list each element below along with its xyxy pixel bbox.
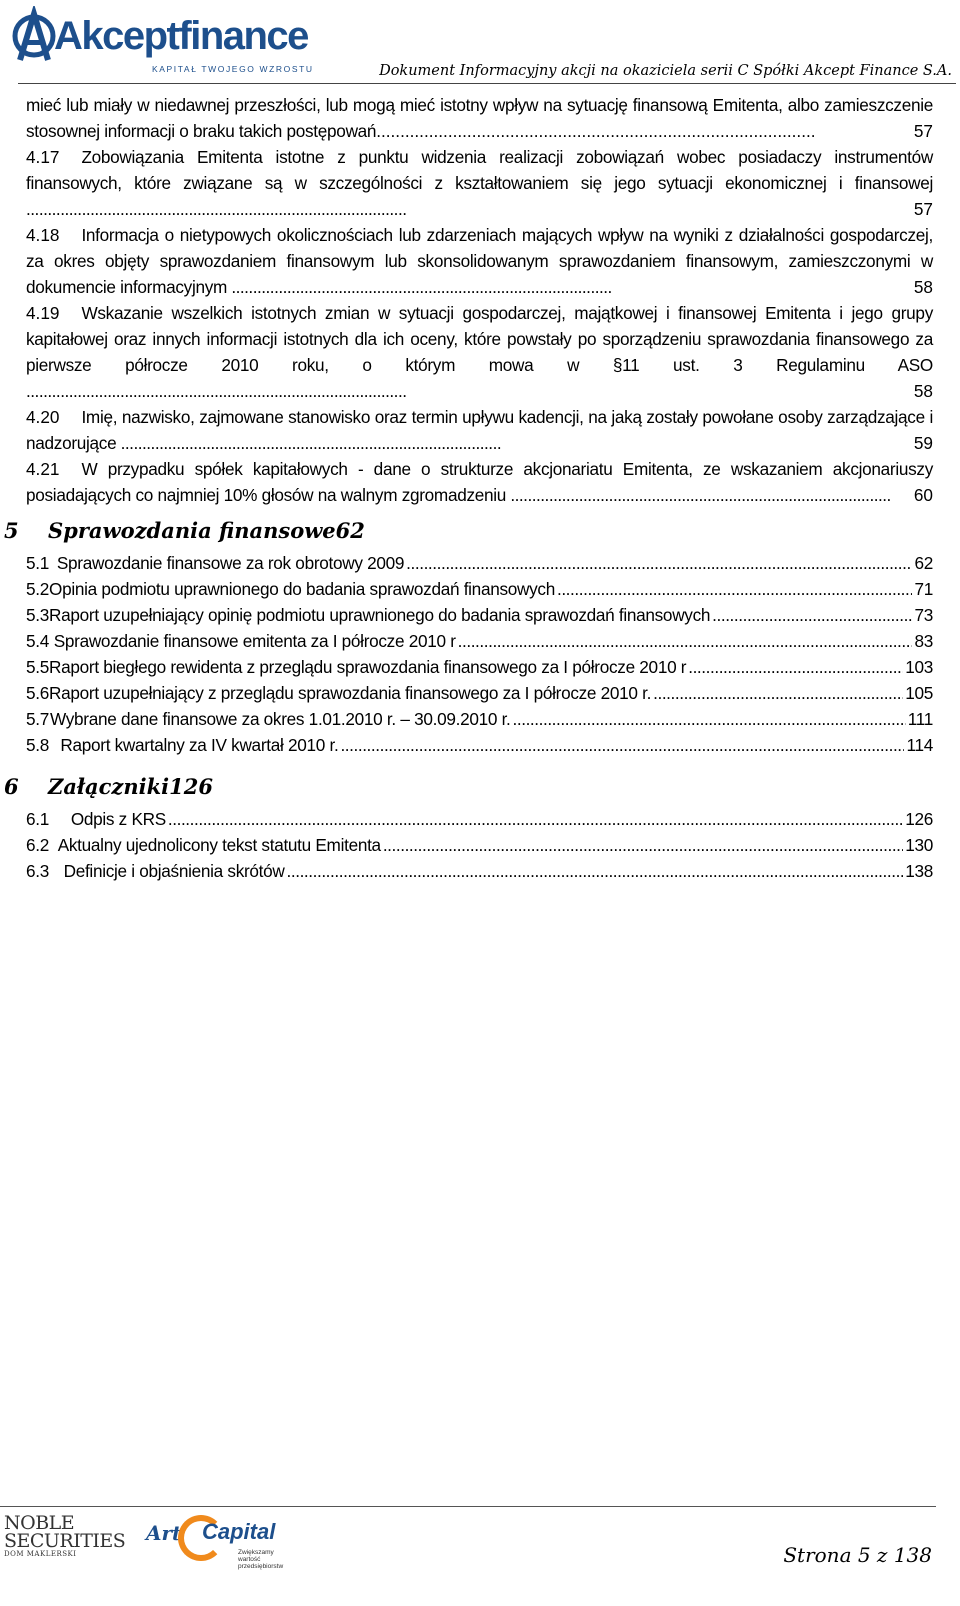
toc-entry-text: Odpis z KRS	[70, 809, 166, 829]
toc-entry-text: W przypadku spółek kapitałowych - dane o strukturze akcjonariatu Emitenta, ze wskazaniem akcjonariuszy posiadających co najmniej 10% głosów na walnym zgromadzeniu	[26, 459, 933, 505]
toc-page-number: 111	[907, 709, 933, 729]
toc-entry-number: 4.21	[26, 459, 60, 479]
toc-page-number: 105	[905, 683, 933, 703]
toc-page-number: 58	[913, 381, 933, 401]
toc-page-number: 59	[913, 433, 933, 453]
toc-entry[interactable]	[26, 706, 933, 732]
toc-leader: ............................................................................................	[376, 121, 816, 141]
toc-entry[interactable]	[26, 456, 933, 508]
toc-entry-number: 4.18	[26, 225, 60, 245]
toc-entry-number: 5.4	[26, 631, 49, 651]
capital-text: Capital	[202, 1519, 276, 1544]
logo-a-icon	[12, 6, 56, 66]
noble-line-2: SECURITIES	[4, 1530, 126, 1552]
toc-entry-text: Definicje i objaśnienia skrótów	[63, 861, 285, 881]
toc-leader: .........................................................................................	[506, 485, 891, 505]
section-number: 5	[4, 518, 19, 543]
toc-entry[interactable]	[26, 680, 933, 706]
toc-entry-text: Informacja o nietypowych okolicznościach lub zdarzeniach mających wpływ na wyniki z działalności gospodarczej, za okres objęty sprawozdaniem finansowym lub skonsolidowanym sprawozdaniem finansowym, zamieszczonymi w dokumencie informacyjnym	[26, 225, 933, 297]
noble-securities-logo	[4, 1514, 125, 1559]
toc-entry-number: 5.6	[26, 683, 49, 703]
toc-leader	[406, 550, 912, 576]
toc-page-number: 57	[913, 199, 933, 219]
footer-divider	[0, 1506, 936, 1507]
toc-leader	[340, 732, 904, 758]
toc-leader	[688, 654, 903, 680]
toc-page-number: 103	[905, 657, 933, 677]
logo-tagline: KAPITAŁ TWOJEGO WZROSTU	[152, 64, 314, 74]
toc-leader	[458, 628, 913, 654]
toc-entry-number: 4.19	[26, 303, 60, 323]
toc-entry-number: 6.1	[26, 809, 49, 829]
toc-leader	[712, 602, 912, 628]
toc-leader: .........................................................................................	[26, 381, 407, 401]
toc-entry[interactable]	[26, 144, 933, 222]
toc-page-number: 60	[913, 485, 933, 505]
toc-page-number: 62	[914, 553, 933, 573]
toc-entry-number: 5.7	[26, 709, 49, 729]
table-of-contents	[4, 92, 933, 884]
capital-tagline: Zwiększamy wartość przedsiębiorstw	[238, 1549, 284, 1570]
toc-entry[interactable]	[26, 732, 933, 758]
toc-page-number: 138	[905, 861, 933, 881]
toc-entry-text: Raport kwartalny za IV kwartał 2010 r.	[60, 735, 339, 755]
toc-entry[interactable]	[26, 602, 933, 628]
toc-leader: .........................................................................................	[26, 199, 407, 219]
toc-entry-number: 6.2	[26, 835, 49, 855]
toc-continuation[interactable]	[26, 92, 933, 144]
document-title: Dokument Informacyjny akcji na okaziciela serii C Spółki Akcept Finance S.A.	[379, 63, 952, 79]
toc-entry[interactable]	[26, 550, 933, 576]
toc-section-5[interactable]	[4, 516, 933, 546]
toc-page-number: 71	[914, 579, 933, 599]
toc-section-5-items	[26, 550, 933, 758]
toc-leader	[557, 576, 912, 602]
toc-entry[interactable]	[26, 576, 933, 602]
section-number: 6	[4, 774, 19, 799]
toc-page-number: 83	[914, 631, 933, 651]
section-title: Sprawozdania finansowe	[48, 518, 336, 543]
toc-page-number: 58	[913, 277, 933, 297]
toc-page-number: 126	[905, 809, 933, 829]
toc-entry-number: 5.1	[26, 553, 49, 573]
toc-entry-number: 5.2	[26, 579, 49, 599]
noble-subtitle: DOM MAKLERSKI	[4, 1550, 77, 1558]
toc-entry[interactable]	[26, 806, 933, 832]
toc-entry-number: 4.17	[26, 147, 60, 167]
toc-entry[interactable]	[26, 654, 933, 680]
toc-leader: .........................................................................................	[227, 277, 612, 297]
toc-entry[interactable]	[26, 628, 933, 654]
toc-entry-text: Opinia podmiotu uprawnionego do badania sprawozdań finansowych	[49, 579, 555, 599]
toc-page-number: 57	[913, 121, 933, 141]
toc-entry-text: Imię, nazwisko, zajmowane stanowisko oraz termin upływu kadencji, na jaką zostały powołane osoby zarządzające i nadzorujące	[26, 407, 933, 453]
toc-entry-number: 6.3	[26, 861, 49, 881]
toc-page-number: 114	[906, 735, 933, 755]
toc-entry[interactable]	[26, 222, 933, 300]
header-divider	[18, 83, 956, 84]
toc-entry[interactable]	[26, 300, 933, 404]
toc-leader	[653, 680, 903, 706]
page-number: Strona 5 z 138	[783, 1543, 932, 1567]
toc-entry-text: Sprawozdanie finansowe za rok obrotowy 2009	[56, 553, 405, 573]
toc-entry-text: Sprawozdanie finansowe emitenta za I półrocze 2010 r	[53, 631, 456, 651]
toc-section-6[interactable]	[4, 772, 933, 802]
logo-wordmark: Akceptfinance	[54, 14, 308, 58]
toc-entry-text: Zobowiązania Emitenta istotne z punktu widzenia realizacji zobowiązań wobec posiadaczy instrumentów finansowych, które związane są w szczególności z kształtowaniem się jego sytuacji ekonomicznej i finansowej	[26, 147, 933, 193]
toc-entry[interactable]	[26, 858, 933, 884]
toc-entry-number: 5.3	[26, 605, 49, 625]
art-text: Art	[146, 1521, 182, 1545]
section-title: Załączniki	[48, 774, 170, 799]
toc-entry-text: Raport uzupełniający z przeglądu sprawozdania finansowego za I półrocze 2010 r.	[49, 683, 652, 703]
toc-leader	[168, 806, 903, 832]
toc-entry-text: Wybrane dane finansowe za okres 1.01.2010 r. – 30.09.2010 r.	[49, 709, 511, 729]
toc-leader	[287, 858, 904, 884]
toc-page-number: 130	[905, 835, 933, 855]
art-capital-logo	[146, 1515, 296, 1570]
section-page-number: 62	[335, 518, 365, 543]
toc-page-number: 73	[914, 605, 933, 625]
toc-entry-number: 5.5	[26, 657, 49, 677]
toc-entry[interactable]	[26, 832, 933, 858]
toc-entry-number: 5.8	[26, 735, 49, 755]
toc-entry-text: Aktualny ujednolicony tekst statutu Emitenta	[57, 835, 381, 855]
toc-leader	[513, 706, 906, 732]
noble-line-1: NOBLE	[4, 1512, 75, 1534]
toc-entry-number: 4.20	[26, 407, 60, 427]
toc-entry[interactable]	[26, 404, 933, 456]
page-header	[0, 0, 960, 86]
toc-entry-text: Wskazanie wszelkich istotnych zmian w sytuacji gospodarczej, majątkowej i finansowej Emitenta i jego grupy kapitałowej oraz innych informacji istotnych dla ich oceny, które powstały po sporządzeniu sprawozdania finansowego za pierwsze półrocze 2010 roku, o którym mowa w §11 ust. 3 Regulaminu ASO	[26, 303, 933, 375]
section-page-number: 126	[169, 774, 213, 799]
toc-section-6-items	[26, 806, 933, 884]
toc-leader: .........................................................................................	[116, 433, 502, 453]
toc-entry-text: Raport uzupełniający opinię podmiotu uprawnionego do badania sprawozdań finansowych	[49, 605, 711, 625]
akceptfinance-logo	[12, 2, 314, 78]
toc-section-4-items	[26, 144, 933, 508]
toc-entry-text: Raport biegłego rewidenta z przeglądu sprawozdania finansowego za I półrocze 2010 r	[49, 657, 687, 677]
toc-leader	[383, 832, 903, 858]
toc-entry-text: mieć lub miały w niedawnej przeszłości, lub mogą mieć istotny wpływ na sytuację finansową Emitenta, albo zamieszczenie stosownej informacji o braku takich postępowań	[26, 95, 933, 141]
